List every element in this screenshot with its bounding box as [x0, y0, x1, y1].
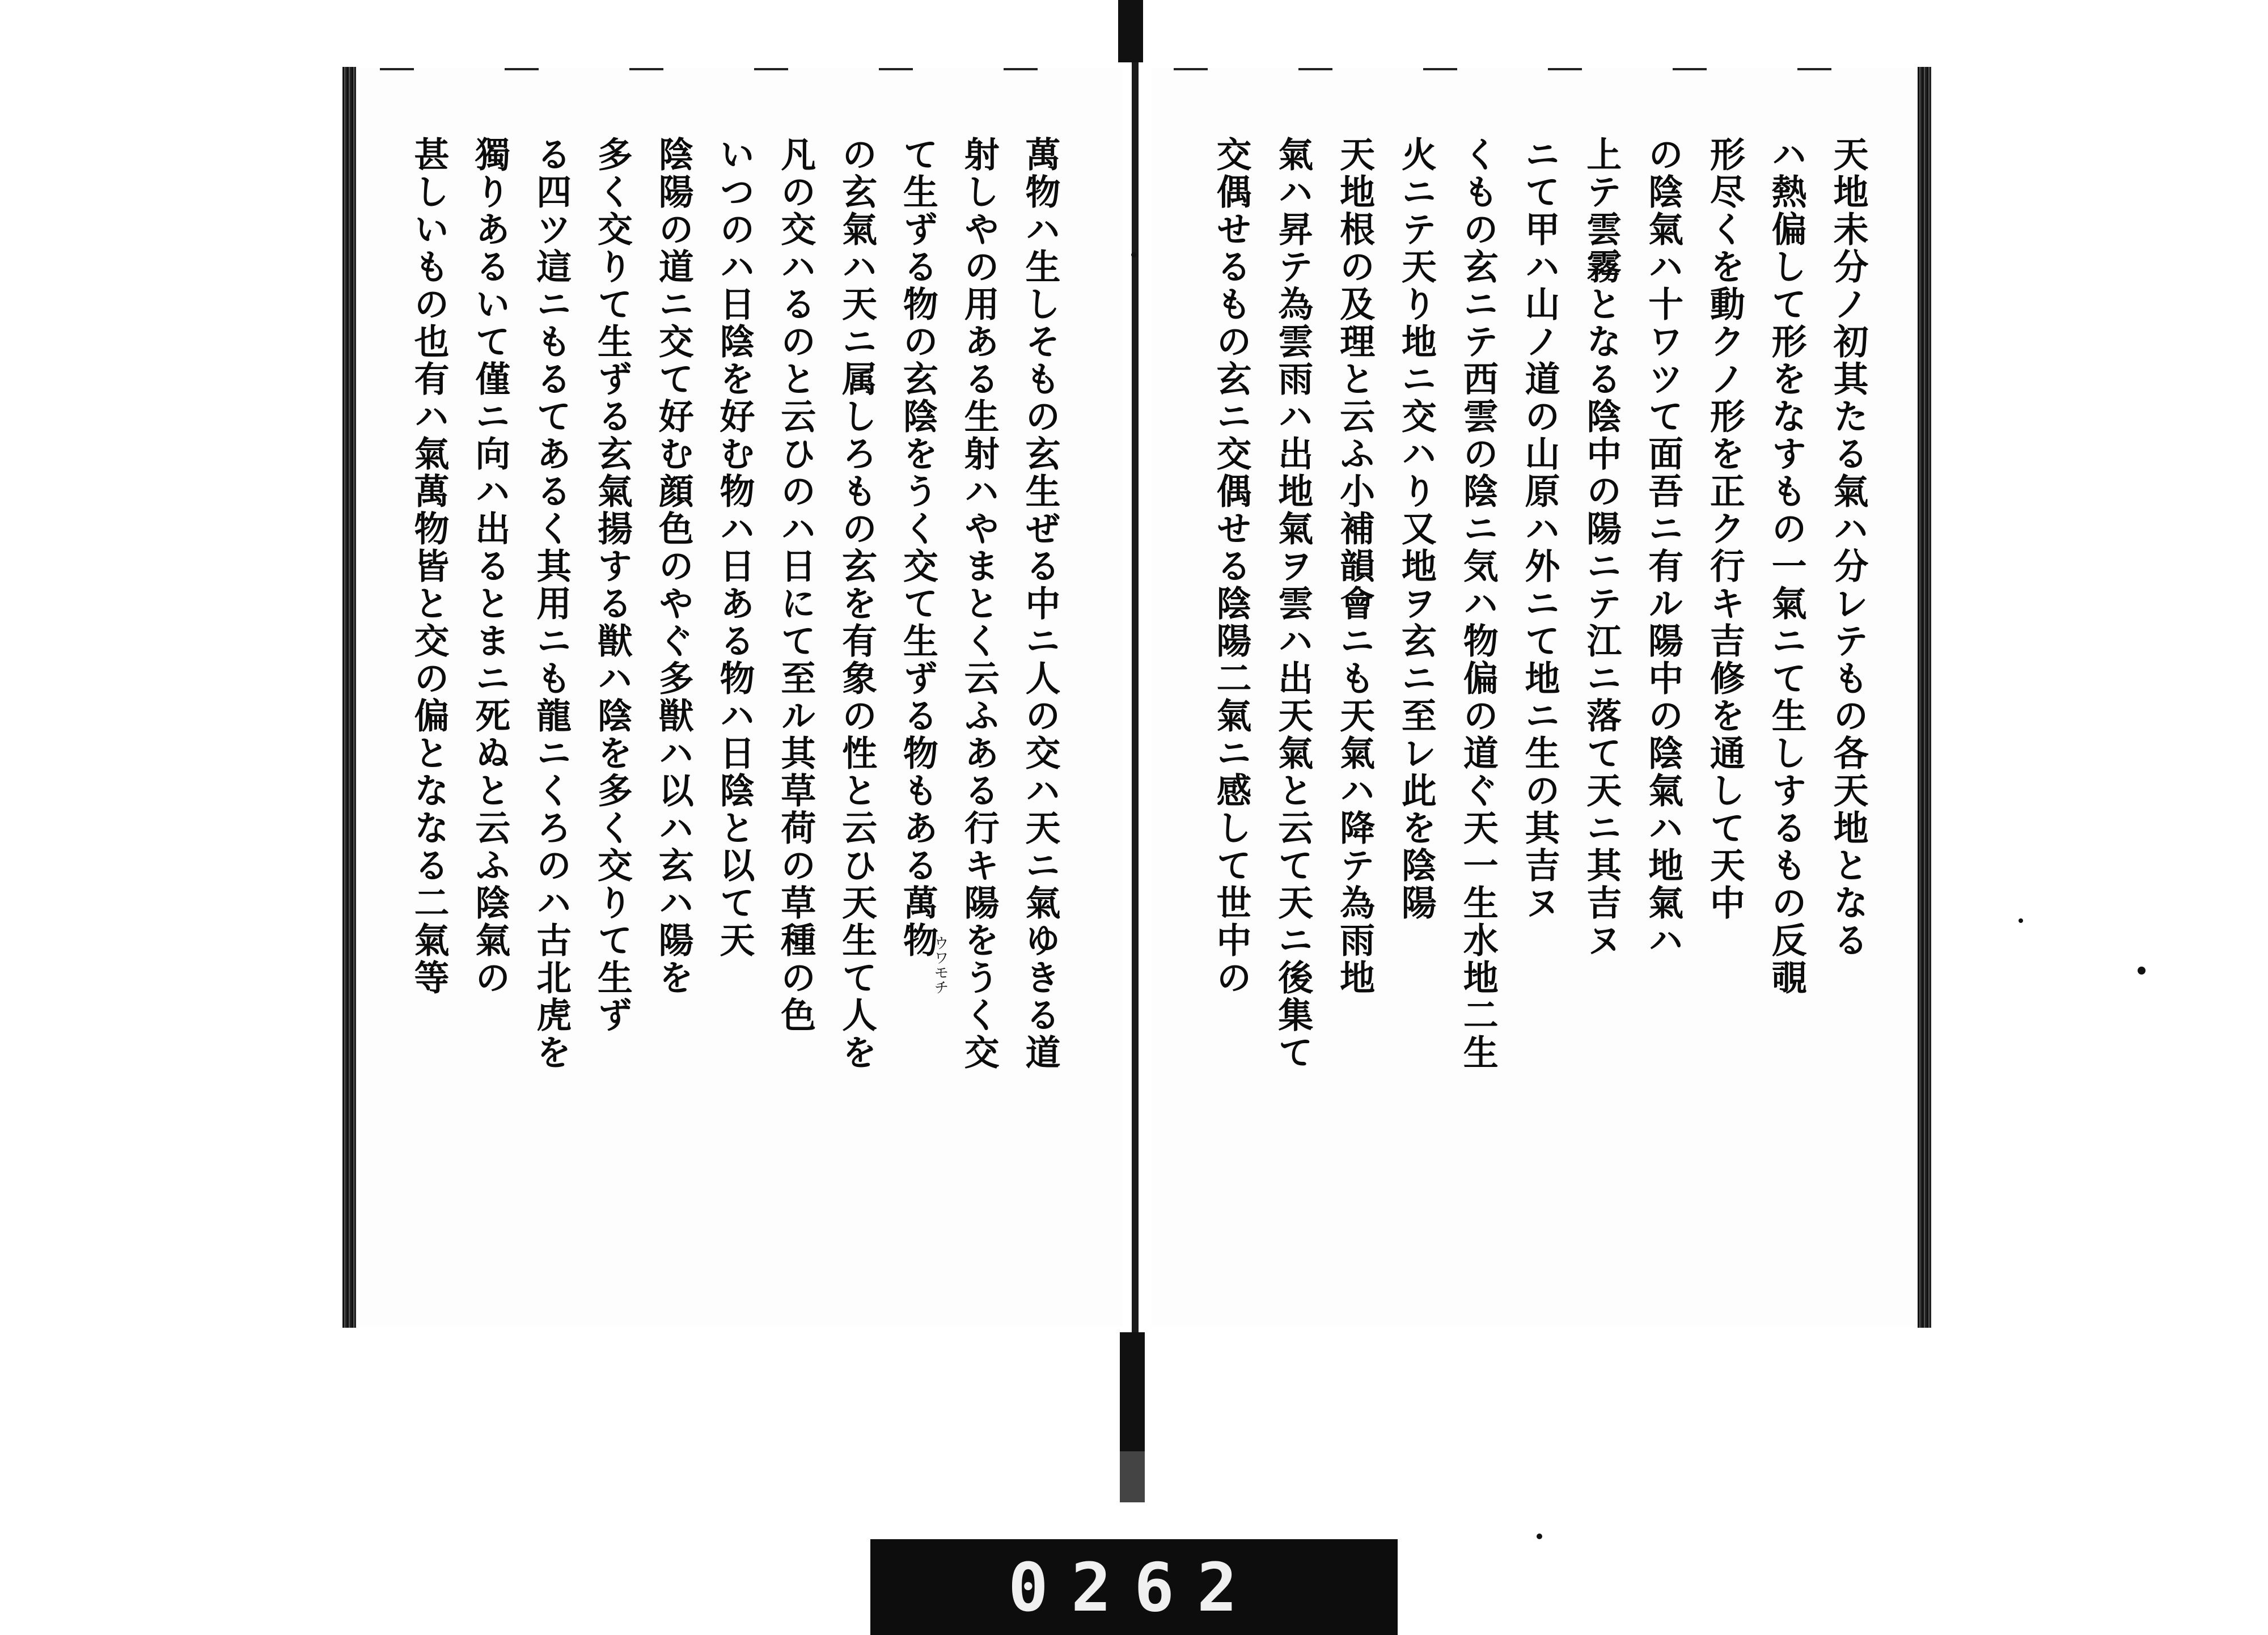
text-column: 火ニテ天り地ニ交ハり又地ヲ玄ニ至レ此を陰陽 [1395, 136, 1437, 922]
ruby-annotation: ウワモチ [932, 935, 949, 994]
left-page [357, 68, 1123, 1327]
text-column: 形尽くを動クノ形を正ク行キ吉修を通して天中 [1704, 136, 1746, 922]
text-column: 上テ雲霧となる陰中の陽ニテ江ニ落て天ニ其吉ヌ [1580, 136, 1622, 959]
left-page-text [408, 136, 1061, 1287]
ink-speck [1537, 1534, 1542, 1539]
right-page-top-marks [1174, 68, 1894, 70]
ink-speck [1131, 252, 1136, 257]
text-column: 獨りあるいて僅ニ向ハ出るとまニ死ぬと云ふ陰氣の [469, 136, 511, 997]
text-column: て生ずる物の玄陰をうく交て生ずる物もある萬物 [897, 136, 939, 959]
text-column: ハ熱偏して形をなすもの一氣ニて生しするもの反覗 [1766, 136, 1808, 997]
text-column: の玄氣ハ天ニ属しろもの玄を有象の性と云ひ天生て人を [836, 136, 878, 1071]
left-page-top-marks [380, 68, 1100, 70]
archive-number-plate [870, 1539, 1398, 1635]
archive-number: 0262 [1008, 1548, 1260, 1626]
text-column: 天地根の及理と云ふ小補韻會ニも天氣ハ降テ為雨地 [1334, 136, 1376, 997]
text-column: 多く交りて生ずる玄氣揚する獣ハ陰を多く交りて生ず [591, 136, 633, 1034]
binding-clip-bottom [1120, 1332, 1145, 1502]
ink-speck [2138, 967, 2146, 975]
text-column: 陰陽の道ニ交て好む顔色のやぐ多獣ハ以ハ玄ハ陽を [653, 136, 695, 997]
book-spread [340, 62, 1933, 1332]
text-column: の陰氣ハ十ワツて面吾ニ有ル陽中の陰氣ハ地氣ハ [1642, 136, 1684, 959]
text-column: 射しやの用ある生射ハやまとく云ふある行キ陽をうく交 [958, 136, 1000, 1071]
text-column: る四ツ這ニもるてあるく其用ニも龍ニくろのハ古北虎を [530, 136, 572, 1071]
text-column: 氣ハ昇テ為雲雨ハ出地氣ヲ雲ハ出天氣と云て天ニ後集て [1272, 136, 1314, 1071]
right-page-text [1211, 136, 1869, 1287]
text-column: ニて甲ハ山ノ道の山原ハ外ニて地ニ生の其吉ヌ [1518, 136, 1560, 922]
right-page-edge [1918, 67, 1931, 1328]
text-column: 凡の交ハるのと云ひのハ日にて至ル其草荷の草種の色 [775, 136, 816, 1034]
text-column: 甚しいもの也有ハ氣萬物皆と交の偏とななる二氣等 [408, 136, 450, 997]
text-column: 天地未分ノ初其たる氣ハ分レテもの各天地となる [1827, 136, 1869, 959]
text-column: 萬物ハ生しそもの玄生ぜる中ニ人の交ハ天ニ氣ゆきる道 [1019, 136, 1061, 1071]
binding-clip-top [1118, 0, 1143, 62]
text-column: いつのハ日陰を好む物ハ日ある物ハ日陰と以て天 [713, 136, 755, 959]
left-page-edge [342, 67, 356, 1328]
text-column: 交偶せるもの玄ニ交偶せる陰陽二氣ニ感して世中の [1211, 136, 1252, 997]
ink-speck [2019, 918, 2023, 923]
right-page [1151, 68, 1916, 1327]
text-column: くもの玄ニテ西雲の陰ニ気ハ物偏の道ぐ天一生水地二生 [1457, 136, 1499, 1071]
